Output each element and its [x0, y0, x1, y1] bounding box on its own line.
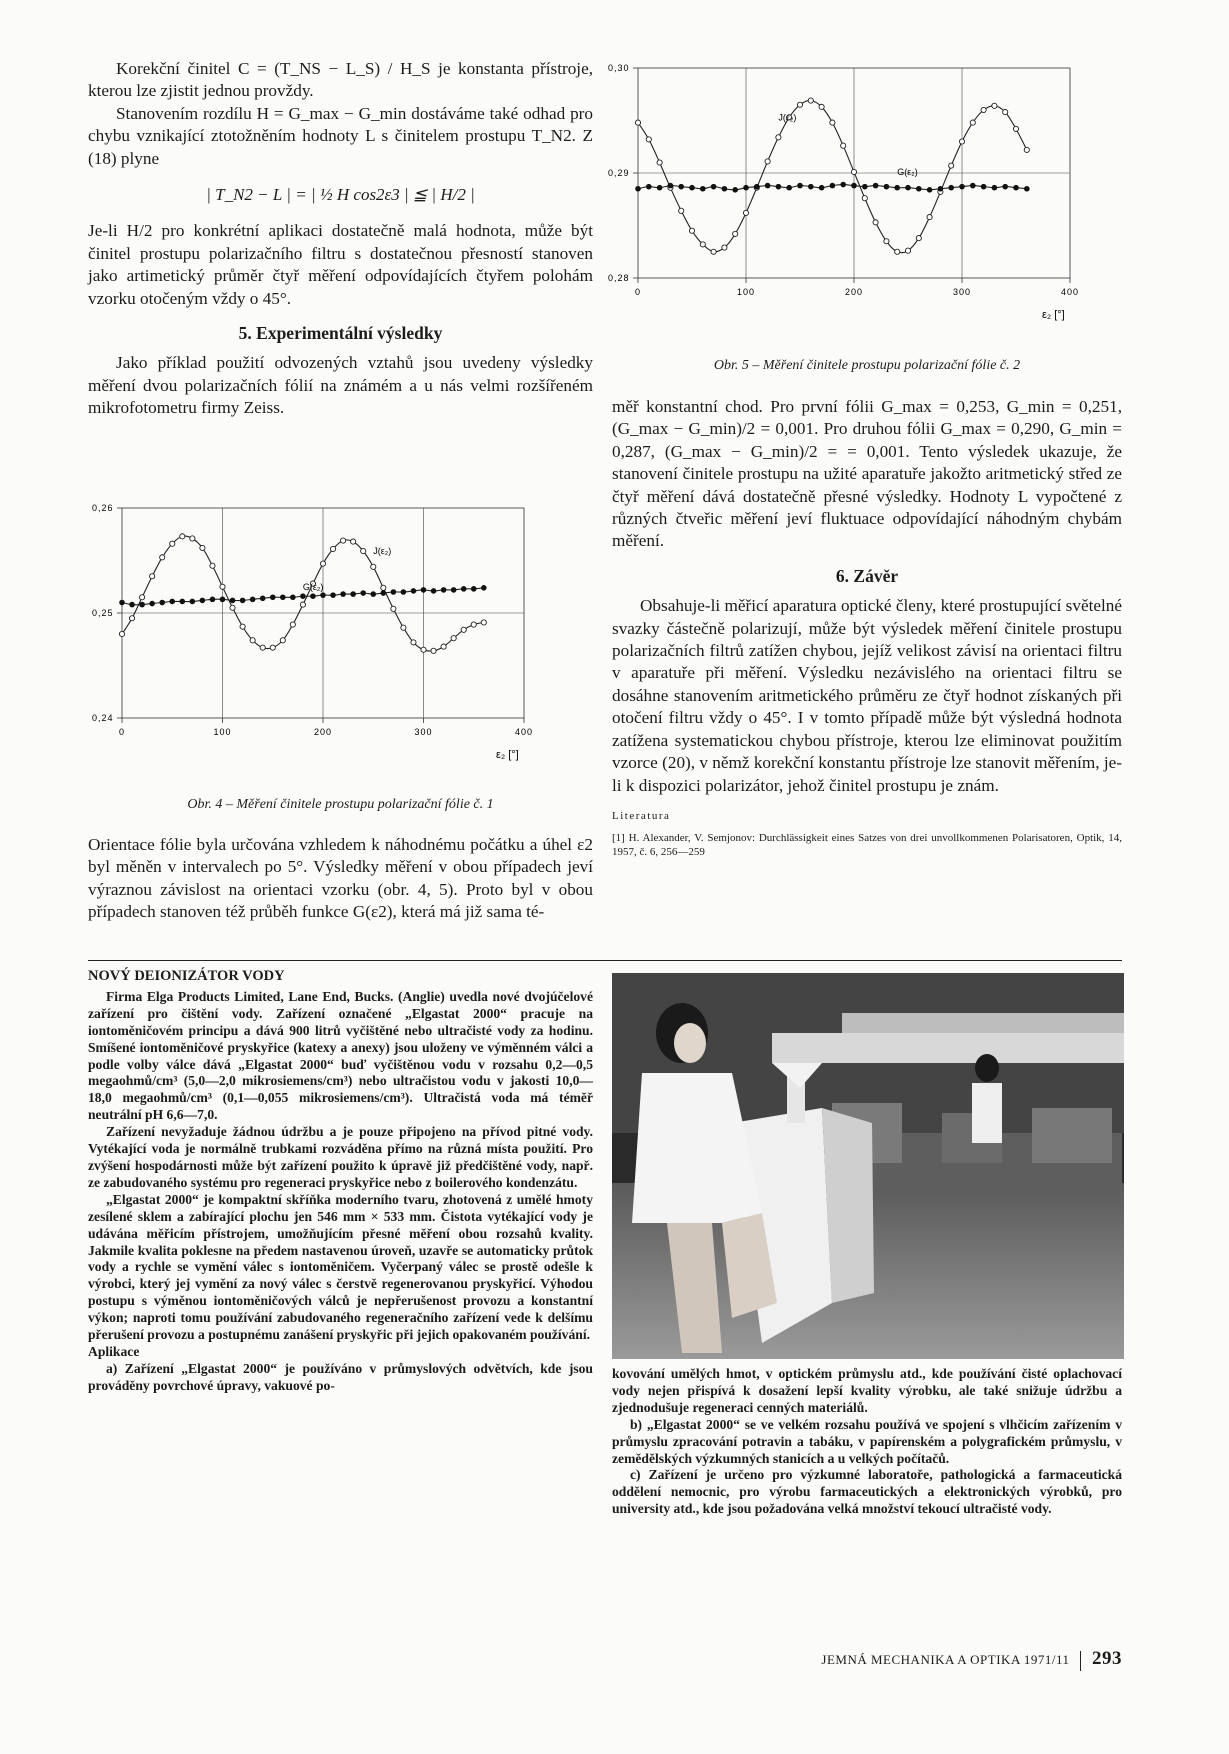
data-point — [905, 185, 911, 191]
data-point — [797, 102, 802, 107]
data-point — [391, 589, 397, 595]
news-right-paragraph-2: b) „Elgastat 2000“ se ve velkém rozsahu používá ve spojení s vlhčicím zařízením v průmyslu zpracování potravin a tabáku, v papírenském a polygrafickém průmyslu, v zemědělských výzkumných stanicích a u velkých počítačů. — [612, 1416, 1122, 1466]
data-point — [150, 574, 155, 579]
news-paragraph-4: a) Zařízení „Elgastat 2000“ je používáno v průmyslových odvětvích, kde jsou prováděny povrchové úpravy, vakuové po- — [88, 1360, 593, 1393]
data-point — [927, 187, 933, 193]
data-point — [371, 564, 376, 569]
data-point — [1024, 147, 1029, 152]
x-tick-label: 0 — [118, 727, 126, 737]
data-point — [401, 589, 407, 595]
data-point — [391, 606, 396, 611]
data-point — [732, 187, 738, 193]
news-left-column — [88, 968, 593, 1395]
data-point — [819, 185, 825, 191]
x-tick-label: 0 — [634, 287, 642, 297]
paragraph-jako: Jako příklad použití odvozených vztahů jsou uvedeny výsledky měření dvou polarizačních fólií na známém a u nás velmi rozšířeném mikrofotometru firmy Zeiss. — [88, 353, 593, 418]
data-point — [948, 185, 954, 191]
data-point — [884, 239, 889, 244]
data-point — [190, 536, 195, 541]
paragraph-mer: měř konstantní chod. Pro první fólii G_max = 0,253, G_min = 0,251, (G_max − G_min)/2 = 0,001. Pro druhou fólii G_max = 0,290, G_min = 0,287, (G_max − G_min)/2 = = 0,001. Tento výsledek ukazuje, že stanovení činitele prostupu na užité aparatuře jakožto aritmetický střed ze čtyř měření dává dostatečně přesné výsledky. Hodnoty L vypočtené z různých čtveřic měření jeví fluktuace odpovídající náhodným chybám měření. — [612, 397, 1122, 551]
series-label: J(ε₂) — [778, 112, 797, 123]
data-point — [840, 182, 846, 188]
y-tick-label: 0,25 — [92, 608, 114, 618]
data-point — [411, 640, 416, 645]
data-point — [765, 159, 770, 164]
data-point — [700, 186, 706, 192]
x-tick-label: 200 — [313, 727, 333, 737]
data-point — [250, 638, 255, 643]
news-right-paragraph-1: kovování umělých hmot, v optickém průmyslu atd., kde používání čisté oplachovací vody nejen přispívá k dosažení lepší kvality výrobku, ale také snižuje údržbu a zjednodušuje regeneraci cenných materiálů. — [612, 1366, 1122, 1415]
data-point — [169, 599, 175, 605]
data-point — [797, 183, 803, 189]
data-point — [149, 601, 155, 607]
data-point — [981, 107, 986, 112]
data-point — [830, 183, 836, 189]
data-point — [300, 593, 306, 599]
data-point — [1024, 186, 1030, 192]
data-point — [320, 592, 326, 598]
data-point — [140, 595, 145, 600]
data-point — [776, 135, 781, 140]
references-heading: Literatura — [612, 809, 671, 822]
data-point — [290, 594, 296, 600]
data-point — [646, 184, 652, 190]
data-point — [381, 585, 386, 590]
data-point — [949, 163, 954, 168]
data-point — [970, 120, 975, 125]
page-number: 293 — [1092, 1648, 1122, 1669]
data-point — [310, 593, 316, 599]
data-point — [180, 534, 185, 539]
figure-5-caption: Obr. 5 – Měření činitele prostupu polarizační fólie č. 2 — [713, 358, 1021, 373]
data-point — [441, 644, 446, 649]
data-point — [819, 104, 824, 109]
x-axis-label: ε₂ [°] — [1042, 309, 1065, 321]
data-point — [657, 185, 663, 191]
data-point — [722, 245, 727, 250]
footer-separator — [1080, 1651, 1081, 1671]
left-column — [88, 58, 593, 420]
data-point — [129, 616, 134, 621]
data-point — [657, 160, 662, 165]
data-point — [290, 622, 295, 627]
data-point — [668, 183, 674, 189]
paragraph-korekcni: Korekční činitel C = (T_NS − L_S) / H_S je konstanta přístroje, kterou lze zjistit jednou provždy. — [88, 59, 593, 101]
data-point — [230, 605, 235, 610]
laboratory-photo — [612, 973, 1124, 1359]
x-axis-label: ε₂ [°] — [496, 749, 519, 761]
x-tick-label: 300 — [414, 727, 433, 737]
data-point — [451, 587, 457, 593]
data-point — [862, 196, 867, 201]
data-point — [451, 636, 456, 641]
data-point — [970, 183, 976, 189]
news-paragraph-2: Zařízení nevyžaduje žádnou údržbu a je pouze připojeno na přívod pitné vody. Vytékající voda je normálně trubkami rozváděna přímo na různá místa použití. Pro zvýšení hospodárnosti může být zařízení použito k úpravě již předčištěné vody, např. ze zabudovaného systému pro regeneraci pryskyřice nebo z boilerového kondenzátu. — [88, 1124, 593, 1190]
x-tick-label: 200 — [844, 287, 864, 297]
data-point — [170, 541, 175, 546]
x-tick-label: 300 — [952, 287, 972, 297]
data-point — [765, 183, 771, 189]
data-point — [689, 228, 694, 233]
reference-1: [1] H. Alexander, V. Semjonov: Durchlässigkeit eines Satzes von drei unvollkommenen Polarisatoren, Optik, 14, 1957, č. 6, 256—259 — [612, 832, 1122, 859]
y-tick-label: 0,30 — [608, 63, 630, 73]
data-point — [240, 598, 246, 604]
data-point — [441, 587, 447, 593]
data-point — [884, 184, 890, 190]
data-point — [916, 236, 921, 241]
data-point — [320, 561, 325, 566]
x-tick-label: 100 — [213, 727, 232, 737]
y-tick-label: 0,28 — [608, 273, 630, 283]
news-paragraph-3: „Elgastat 2000“ je kompaktní skříňka moderního tvaru, zhotovená z umělé hmoty zesílené sklem a zabírající plochu jen 546 mm × 533 mm. Čistota vytékající vody je udávána měřicím přístrojem, umožňujícím přesné měření obou rozsahů kvality. Jakmile kvalita poklesne na předem nastavenou úroveň, uzavře se automaticky průtok vody a rychle se vymění válec s iontoměničem. Vyčerpaný válec se prostě odešle k výrobci, který jej vymění za nový válec s čerstvě regenerovanou pryskyřicí. Výhodou postupu s výměnou iontoměničových válců je nepřerušenost provozu a konstantní výkon; naproti tomu používání zabudovaného regeneračního zařízení vede k delšímu přerušení provozu a postupnému zanášení pryskyřic při jejich opakovaném používání. — [88, 1191, 593, 1343]
y-tick-label: 0,29 — [608, 168, 630, 178]
data-point — [776, 184, 782, 190]
data-point — [938, 186, 944, 192]
data-point — [959, 139, 964, 144]
data-point — [361, 548, 366, 553]
data-point — [330, 592, 336, 598]
right-column — [612, 396, 1122, 859]
data-point — [401, 625, 406, 630]
data-point — [461, 586, 467, 592]
paragraph-obsahuje: Obsahuje-li měřicí aparatura optické členy, které prostupující světelné svazky částečně polarizují, může být výsledek měření činitele prostupu polarizačních filtrů zatížen chybou, jejíž velikost závisí na orientaci filtru v aparatuře při měření. Výsledku nezávislého na orientaci filtru se dosáhne stanovením aritmetického průměru ze čtyř hodnot získaných při otočení filtru vždy o 45°. I v tomto případě může být výsledná hodnota zatížena systematickou chybou přístroje, kterou lze eliminovat použitím vzorce (20), v němž korekční konstantu přístroje lze stanovit měřením, je-li k dispozici polarizátor, jehož činitel prostupu je znám. — [612, 596, 1122, 795]
data-point — [743, 185, 749, 191]
x-tick-label: 400 — [514, 727, 534, 737]
data-point — [250, 597, 256, 603]
data-point — [873, 183, 879, 189]
data-point — [411, 588, 417, 594]
data-point — [733, 231, 738, 236]
news-title: NOVÝ DEIONIZÁTOR VODY — [88, 968, 285, 984]
data-point — [700, 242, 705, 247]
data-point — [808, 98, 813, 103]
data-point — [851, 169, 856, 174]
data-point — [862, 184, 868, 190]
data-point — [851, 183, 857, 189]
data-point — [461, 627, 466, 632]
data-point — [431, 588, 437, 594]
series-label: G(ε₂) — [302, 581, 324, 592]
data-point — [421, 587, 427, 593]
data-point — [210, 563, 215, 568]
data-point — [992, 103, 997, 108]
data-point — [481, 585, 487, 591]
section-5-title: 5. Experimentální výsledky — [238, 323, 443, 344]
data-point — [421, 647, 426, 652]
data-point — [270, 594, 276, 600]
series-label: G(ε₂) — [897, 167, 918, 178]
section-6-title: 6. Závěr — [835, 565, 899, 586]
data-point — [180, 599, 186, 605]
news-right-paragraph-3: c) Zařízení je určeno pro výzkumné laboratoře, pathologická a farmaceutická oddělení nemocnic, pro výrobu farmaceutických a elektronických výrobků, pro university atd., kde jsou požadována velká množství tekoucí ultračisté vody. — [612, 1467, 1122, 1517]
x-tick-label: 100 — [736, 287, 756, 297]
data-point — [722, 186, 728, 192]
data-point — [139, 602, 145, 608]
data-point — [873, 220, 878, 225]
data-point — [360, 590, 366, 596]
figure-5-chart — [602, 58, 1142, 350]
series-label: J(ε₂) — [373, 546, 392, 557]
data-point — [679, 208, 684, 213]
data-point — [351, 539, 356, 544]
data-point — [1003, 110, 1008, 115]
data-point — [981, 184, 987, 190]
news-aplikace-heading: Aplikace — [88, 1343, 140, 1359]
data-point — [959, 184, 965, 190]
data-point — [160, 555, 165, 560]
data-point — [808, 184, 814, 190]
data-point — [230, 598, 236, 604]
data-point — [992, 185, 998, 191]
data-point — [1013, 126, 1018, 131]
data-point — [711, 249, 716, 254]
data-point — [340, 591, 346, 597]
data-point — [129, 602, 135, 608]
data-point — [119, 631, 124, 636]
x-tick-label: 400 — [1060, 287, 1080, 297]
footer — [600, 1648, 1122, 1672]
data-point — [119, 600, 125, 606]
paragraph-orientace: Orientace fólie byla určována vzhledem k náhodnému počátku a úhel ε2 byl měněn v intervalech po 5°. Výsledky měření v obou případech jeví výraznou závislost na orientaci vzorku (obr. 4, 5). Proto byl v obou případech stanoven též průběh funkce G(ε2), která má již sama té- — [88, 835, 593, 922]
data-point — [1002, 184, 1008, 190]
data-point — [689, 185, 695, 191]
news-paragraph-1: Firma Elga Products Limited, Lane End, Bucks. (Anglie) uvedla nové dvojúčelové zařízení pro čištění vody. Zařízení označené „Elgastat 2000“ pracuje na iontoměničovém principu a dává 900 litrů vyčištěné nebo ultračisté vody za hodinu. Smíšené iontoměničové pryskyřice (katexy a anexy) jsou uloženy ve výměnném válci a podle volby válce dává „Elgastat 2000“ buď vyčištěnou vodu v rozsahu 0,2—0,5 megaohmů/cm³ (5,0—2,0 mikrosiemens/cm³) nebo ultračistou vodu v jakosti 10,0—18,0 megaohmů/cm³ (0,1—0,055 mikrosiemens/cm³). Ultračistá voda má téměř neutrální pH 6,6—7,0. — [88, 988, 593, 1123]
data-point — [370, 591, 376, 597]
data-point — [916, 186, 922, 192]
data-point — [471, 622, 476, 627]
data-point — [895, 249, 900, 254]
data-point — [270, 645, 275, 650]
data-point — [841, 143, 846, 148]
data-point — [678, 184, 684, 190]
formula-tn2: | T_N2 − L | = | ½ H cos2ε3 | ≦ | H/2 | — [206, 185, 475, 205]
paragraph-jeli: Je-li H/2 pro konkrétní aplikaci dostatečně malá hodnota, může být činitel prostupu polarizačního filtru s dostatečnou přesností stanoven jako artimetický průměr čtyř měření odpovídajících čtyřem polohám vzorku otočeným vždy o 45°. — [88, 221, 593, 308]
data-point — [210, 597, 216, 603]
data-point — [220, 597, 226, 603]
data-point — [635, 186, 641, 192]
left-column-lower — [88, 834, 593, 924]
data-point — [635, 120, 640, 125]
data-point — [471, 586, 477, 592]
data-point — [300, 602, 305, 607]
data-point — [260, 645, 265, 650]
data-point — [786, 185, 792, 191]
data-point — [481, 620, 486, 625]
news-right-column — [612, 1366, 1122, 1518]
data-point — [280, 594, 286, 600]
journal-name: JEMNÁ MECHANIKA A OPTIKA 1971/11 — [821, 1652, 1070, 1667]
figure-4-caption: Obr. 4 – Měření činitele prostupu polarizační fólie č. 1 — [187, 797, 494, 812]
data-point — [280, 638, 285, 643]
paragraph-stanovenim: Stanovením rozdílu H = G_max − G_min dostáváme také odhad pro chybu vznikající ztotožněním hodnoty L s činitelem prostupu T_N2. Z (18) plyne — [88, 103, 593, 168]
data-point — [431, 648, 436, 653]
data-point — [711, 184, 717, 190]
data-point — [341, 538, 346, 543]
data-point — [830, 120, 835, 125]
y-tick-label: 0,26 — [92, 503, 114, 513]
data-point — [159, 600, 165, 606]
data-point — [260, 596, 266, 602]
data-point — [330, 546, 335, 551]
data-point — [905, 248, 910, 253]
data-point — [240, 624, 245, 629]
data-point — [894, 185, 900, 191]
data-point — [220, 584, 225, 589]
data-point — [381, 590, 387, 596]
data-point — [754, 184, 760, 190]
section-divider — [88, 960, 1122, 961]
data-point — [743, 210, 748, 215]
data-point — [190, 599, 196, 605]
data-point — [927, 215, 932, 220]
y-tick-label: 0,24 — [92, 713, 114, 723]
data-point — [200, 545, 205, 550]
data-point — [646, 137, 651, 142]
figure-4-chart — [84, 498, 604, 790]
data-point — [1013, 185, 1019, 191]
data-point — [200, 598, 206, 604]
data-point — [350, 591, 356, 597]
